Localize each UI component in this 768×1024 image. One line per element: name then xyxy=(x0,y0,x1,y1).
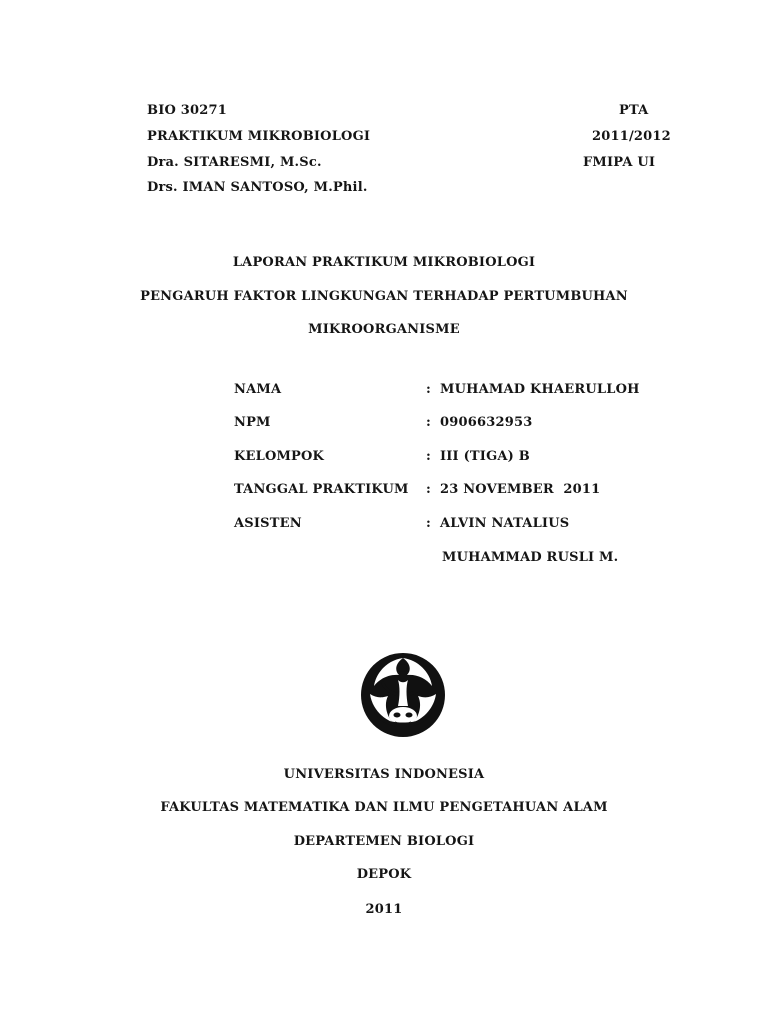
faculty-name: FAKULTAS MATEMATIKA DAN ILMU PENGETAHUAN ALAM xyxy=(160,800,608,815)
identity-label-tanggal: TANGGAL PRAKTIKUM xyxy=(234,482,409,497)
identity-value-asisten-2: MUHAMMAD RUSLI M. xyxy=(442,550,619,565)
course-code: BIO 30271 xyxy=(147,103,227,118)
identity-separator: : xyxy=(426,482,431,497)
identity-separator: : xyxy=(426,382,431,397)
identity-label-asisten: ASISTEN xyxy=(234,516,302,531)
identity-separator: : xyxy=(426,449,431,464)
lecturer-2: Drs. IMAN SANTOSO, M.Phil. xyxy=(147,180,368,195)
identity-value-nama: MUHAMAD KHAERULLOH xyxy=(440,382,640,397)
identity-separator: : xyxy=(426,516,431,531)
makara-university-logo-icon xyxy=(360,652,446,738)
identity-value-tanggal: 23 NOVEMBER 2011 xyxy=(440,482,601,497)
academic-year: 2011/2012 xyxy=(592,129,671,144)
report-year: 2011 xyxy=(365,902,403,917)
identity-separator: : xyxy=(426,415,431,430)
faculty-short: FMIPA UI xyxy=(583,155,656,170)
department-name: DEPARTEMEN BIOLOGI xyxy=(293,834,475,849)
university-name: UNIVERSITAS INDONESIA xyxy=(283,767,485,782)
city-name: DEPOK xyxy=(356,867,412,882)
report-topic-line-2: MIKROORGANISME xyxy=(308,322,460,337)
identity-value-npm: 0906632953 xyxy=(440,415,533,430)
lecturer-1: Dra. SITARESMI, M.Sc. xyxy=(147,155,322,170)
report-topic-line-1: PENGARUH FAKTOR LINGKUNGAN TERHADAP PERTUMBUHAN xyxy=(140,289,628,304)
report-title: LAPORAN PRAKTIKUM MIKROBIOLOGI xyxy=(232,255,536,270)
pta-label: PTA xyxy=(619,103,649,118)
identity-value-asisten-1: ALVIN NATALIUS xyxy=(440,516,570,531)
identity-value-kelompok: III (TIGA) B xyxy=(440,449,530,464)
course-name: PRAKTIKUM MIKROBIOLOGI xyxy=(147,129,371,144)
identity-label-nama: NAMA xyxy=(234,382,282,397)
identity-label-kelompok: KELOMPOK xyxy=(234,449,325,464)
identity-label-npm: NPM xyxy=(234,415,271,430)
